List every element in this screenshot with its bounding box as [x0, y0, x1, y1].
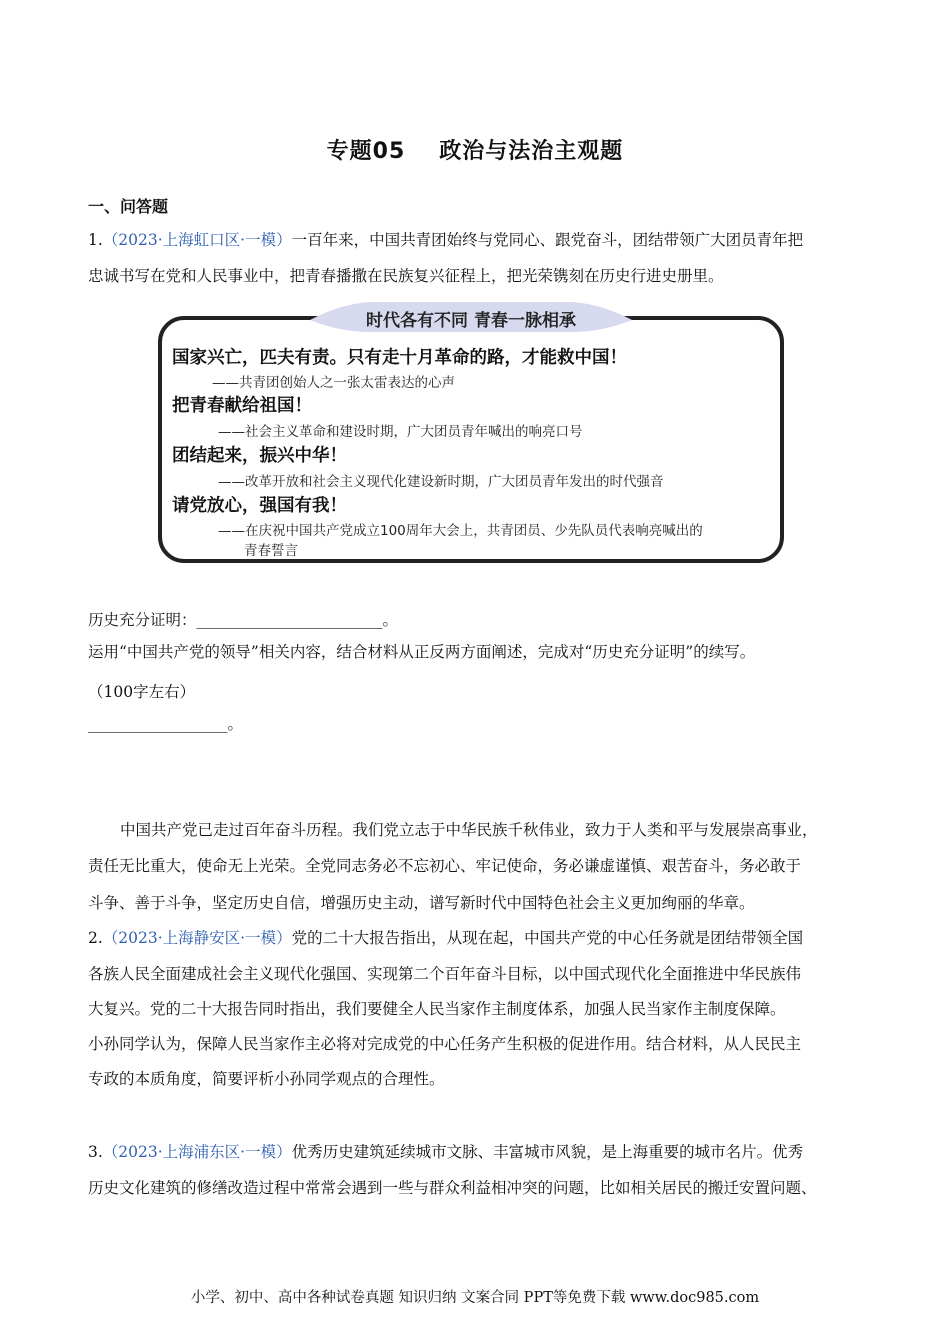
quote-source-4a: ——在庆祝中国共产党成立100周年大会上，共青团员、少先队员代表响亮喊出的: [218, 523, 703, 539]
q1-number: 1.: [88, 231, 103, 249]
q2-line-1: [88, 926, 803, 948]
q1-task: 运用“中国共产党的领导”相关内容，结合材料从正反两方面阐述，完成对“历史充分证明”的续写。: [88, 643, 756, 661]
q2-line-4: 小孙同学认为，保障人民当家作主必将对完成党的中心任务产生积极的促进作用。结合材料，从人民民主: [88, 1035, 802, 1053]
q1-line-1: [88, 228, 803, 250]
quote-heading-2: 把青春献给祖国！: [172, 396, 312, 416]
q3-text: 优秀历史建筑延续城市文脉、丰富城市风貌，是上海重要的城市名片。优秀: [291, 1143, 804, 1161]
q1-answer-line-3: 斗争、善于斗争，坚定历史自信，增强历史主动，谱写新时代中国特色社会主义更加绚丽的华章。: [88, 894, 755, 912]
quote-source-3: ——改革开放和社会主义现代化建设新时期，广大团员青年发出的时代强音: [218, 474, 664, 490]
q1-text: 一百年来，中国共青团始终与党同心、跟党奋斗，团结带领广大团员青年把: [291, 231, 804, 249]
q1-proof-line: 历史充分证明：________________________。: [88, 611, 399, 629]
q2-line-2: 各族人民全面建成社会主义现代化强国、实现第二个百年奋斗目标，以中国式现代化全面推进中华民族伟: [88, 965, 802, 983]
q1-answer-line-1: 中国共产党已走过百年奋斗历程。我们党立志于中华民族千秋伟业，致力于人类和平与发展崇高事业，: [120, 821, 818, 839]
q2-line-5: 专政的本质角度，简要评析小孙同学观点的合理性。: [88, 1070, 445, 1088]
q1-source: （2023·上海虹口区·一模）: [102, 231, 292, 249]
quote-source-1: ——共青团创始人之一张太雷表达的心声: [212, 375, 455, 391]
quote-banner: [310, 298, 632, 336]
q2-source: （2023·上海静安区·一模）: [102, 929, 292, 947]
q2-number: 2.: [88, 929, 103, 947]
title-topic-name: 政治与法治主观题: [439, 139, 624, 164]
q3-source: （2023·上海浦东区·一模）: [102, 1143, 292, 1161]
q2-text: 党的二十大报告指出，从现在起，中国共产党的中心任务就是团结带领全国: [291, 929, 804, 947]
banner-text: 时代各有不同 青春一脉相承: [366, 311, 576, 331]
quote-heading-1: 国家兴亡，匹夫有责。只有走十月革命的路，才能救中国！: [172, 348, 627, 368]
page-title: [0, 134, 950, 165]
q1-line-2: 忠诚书写在党和人民事业中，把青春播撒在民族复兴征程上，把光荣镌刻在历史行进史册里。: [88, 267, 724, 285]
q3-number: 3.: [88, 1143, 103, 1161]
title-topic-number: 专题05: [326, 139, 406, 164]
quote-heading-4: 请党放心，强国有我！: [172, 496, 347, 516]
q3-line-1: [88, 1140, 803, 1162]
quote-source-4b: 青春誓言: [244, 543, 298, 559]
q1-answer-blank: __________________。: [88, 715, 244, 733]
q2-line-3: 大复兴。党的二十大报告同时指出，我们要健全人民当家作主制度体系，加强人民当家作主制度保障。: [88, 1000, 786, 1018]
quote-heading-3: 团结起来，振兴中华！: [172, 446, 347, 466]
section-heading: 一、问答题: [88, 197, 169, 216]
page-footer: 小学、初中、高中各种试卷真题 知识归纳 文案合同 PPT等免费下载 www.doc985.com: [190, 1290, 760, 1306]
q1-word-limit: （100字左右）: [88, 683, 196, 701]
quote-source-2: ——社会主义革命和建设时期，广大团员青年喊出的响亮口号: [218, 424, 583, 440]
q1-answer-line-2: 责任无比重大，使命无上光荣。全党同志务必不忘初心、牢记使命，务必谦虚谨慎、艰苦奋斗，务必敢于: [88, 857, 802, 875]
q3-line-2: 历史文化建筑的修缮改造过程中常常会遇到一些与群众利益相冲突的问题，比如相关居民的搬迁安置问题、: [88, 1179, 817, 1197]
